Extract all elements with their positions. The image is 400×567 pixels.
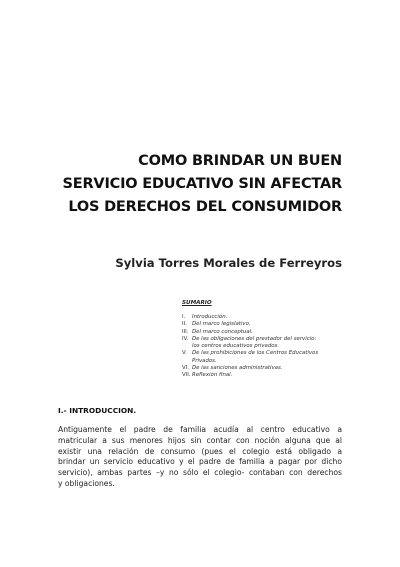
summary-item-number: I. <box>182 314 186 320</box>
summary-item-text: Reflexión final. <box>192 372 233 379</box>
summary-item-number: V. <box>182 350 187 357</box>
title-line: SERVICIO EDUCATIVO SIN AFECTAR <box>62 176 342 192</box>
summary-item-number: IV. <box>182 335 189 342</box>
summary-item-text: De las obligaciones del prestador del servicio: <box>192 335 317 342</box>
paragraph-line: existir una relación de consumo (pues el colegio está obligado a <box>58 446 342 456</box>
summary-box <box>182 300 342 380</box>
paragraph-line: brindar un servicio educativo y el padre de familia a pagar por dicho <box>58 457 342 467</box>
title-line: LOS DERECHOS DEL CONSUMIDOR <box>68 199 342 215</box>
title-line: COMO BRINDAR UN BUEN <box>138 153 342 169</box>
summary-item-text: Privados. <box>192 357 217 364</box>
paragraph-line: servicio), ambas partes –y no sólo el colegio- contaban con derechos <box>58 468 342 478</box>
summary-item-text: De las prohibiciones de los Centros Educativos <box>192 350 319 357</box>
author-name: Sylvia Torres Morales de Ferreyros <box>115 256 342 270</box>
summary-heading: SUMARIO <box>182 300 212 306</box>
paragraph-line: matricular a sus menores hijos sin contar con noción alguna que al <box>58 435 342 445</box>
article-title <box>22 150 342 219</box>
paragraph-line: Antiguamente el padre de familia acudía al centro educativo a <box>58 425 342 434</box>
section-heading: I.- INTRODUCCION. <box>58 406 137 415</box>
summary-item-number: VII. <box>182 372 191 379</box>
paragraph-line: y obligaciones. <box>58 478 115 488</box>
summary-item <box>182 372 342 379</box>
summary-item <box>182 350 342 365</box>
summary-item-number: VI. <box>182 365 189 372</box>
summary-item-number: III. <box>182 328 189 335</box>
summary-item-text: los centros educativos privados. <box>192 343 280 350</box>
summary-item-text: De las sanciones administrativas. <box>192 365 283 372</box>
summary-list <box>182 314 342 380</box>
summary-item <box>182 336 342 351</box>
intro-paragraph <box>58 425 342 490</box>
summary-item-text: Del marco legislativo. <box>192 321 251 328</box>
summary-item-number: II. <box>182 321 187 328</box>
summary-item-text: Introducción. <box>192 314 228 320</box>
summary-item <box>182 314 342 321</box>
summary-item-text: Del marco conceptual. <box>192 328 253 335</box>
summary-item <box>182 321 342 328</box>
summary-item <box>182 329 342 336</box>
